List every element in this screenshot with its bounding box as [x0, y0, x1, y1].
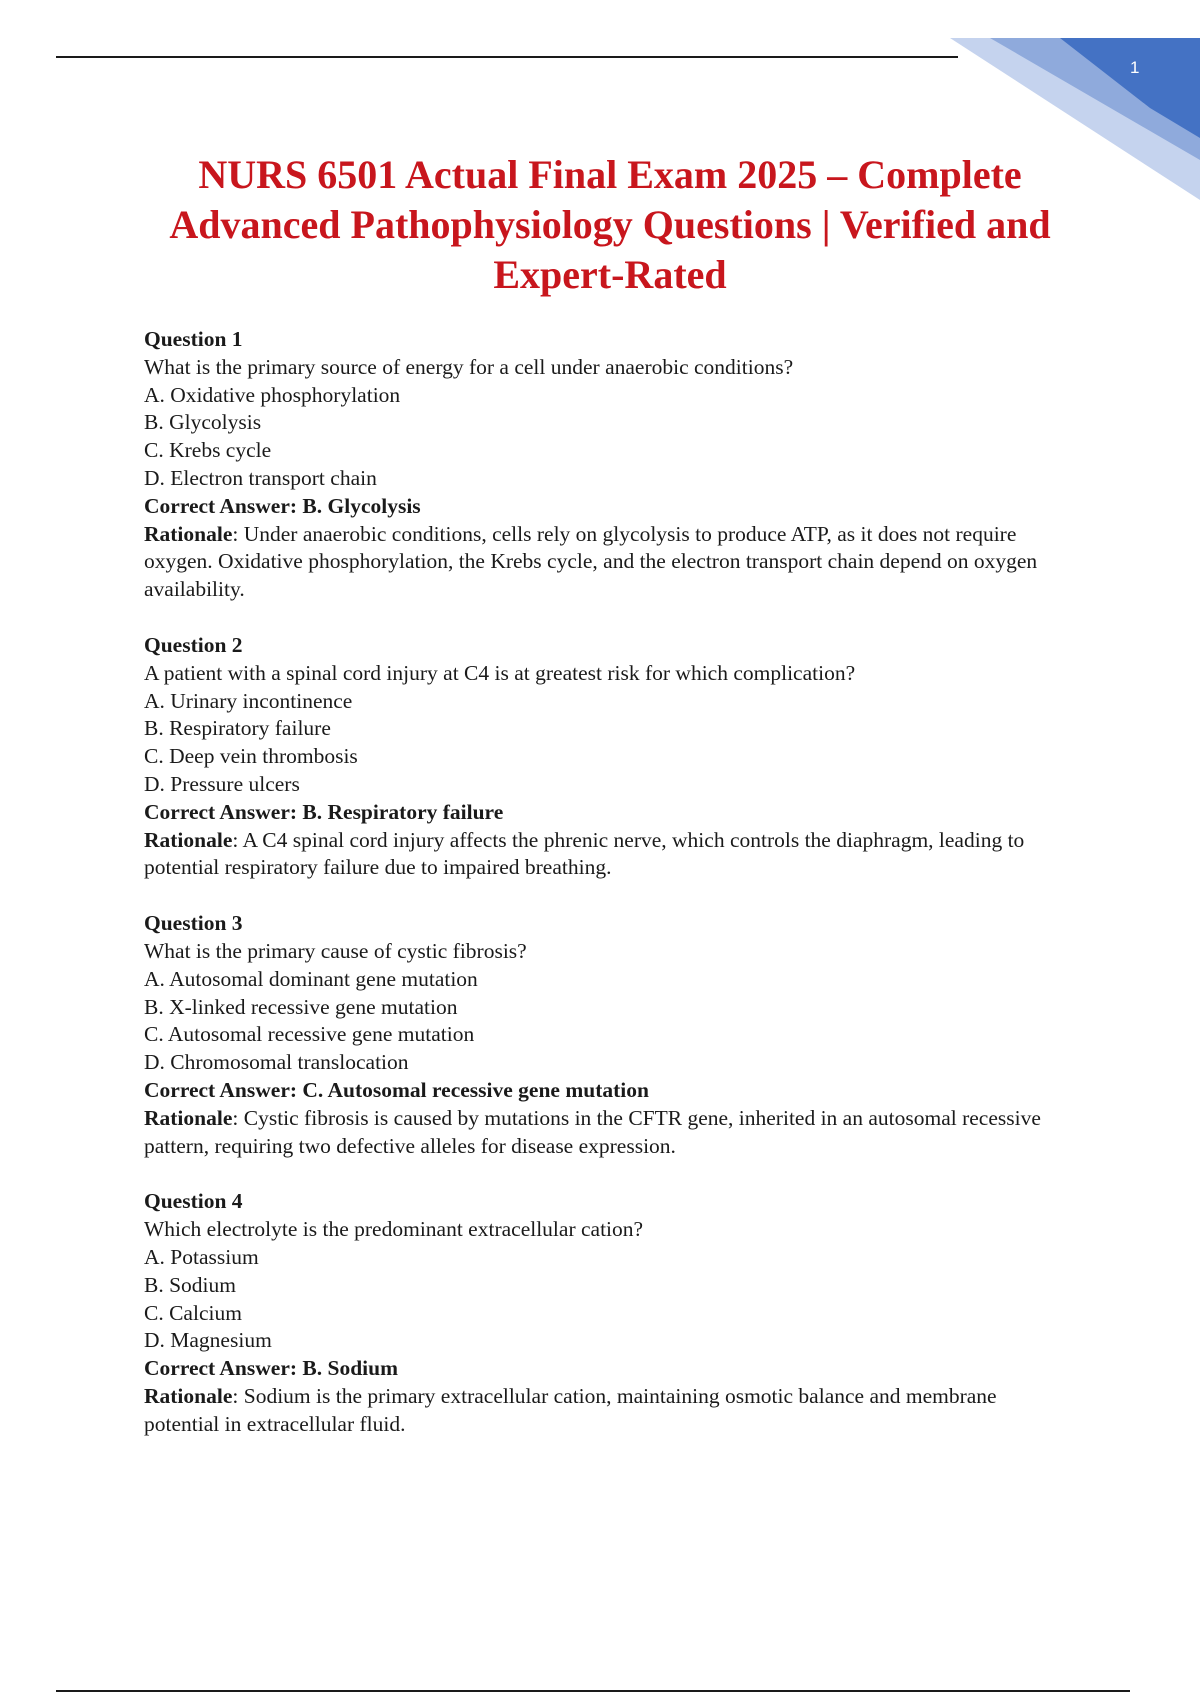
- header-rule: [56, 56, 958, 58]
- rationale-text: : Cystic fibrosis is caused by mutations in the CFTR gene, inherited in an autosomal recessive pattern, requiring two defective alleles for disease expression.: [144, 1105, 1041, 1158]
- option-d: D. Pressure ulcers: [144, 771, 300, 796]
- questions-list: [144, 326, 1074, 1466]
- option-d: D. Chromosomal translocation: [144, 1050, 409, 1075]
- option-c: C. Autosomal recessive gene mutation: [144, 1022, 475, 1047]
- question-text: Which electrolyte is the predominant extracellular cation?: [144, 1217, 644, 1242]
- option-a: A. Urinary incontinence: [144, 688, 353, 713]
- option-b: B. Sodium: [144, 1272, 236, 1297]
- rationale-label: Rationale: [144, 521, 233, 546]
- question-number: Question 4: [144, 1189, 243, 1214]
- question-number: Question 2: [144, 632, 243, 657]
- option-d: D. Electron transport chain: [144, 465, 377, 490]
- option-b: B. X-linked recessive gene mutation: [144, 994, 458, 1019]
- rationale-text: : Sodium is the primary extracellular cation, maintaining osmotic balance and membrane potential in extracellular fluid.: [144, 1383, 997, 1436]
- question-text: A patient with a spinal cord injury at C4 is at greatest risk for which complication?: [144, 660, 856, 685]
- question-block: [144, 1188, 1074, 1438]
- page-number: 1: [1130, 58, 1140, 77]
- document-title: NURS 6501 Actual Final Exam 2025 – Complete Advanced Pathophysiology Questions | Verified and Expert-Rated: [169, 152, 1051, 297]
- option-c: C. Deep vein thrombosis: [144, 744, 358, 769]
- rationale-label: Rationale: [144, 827, 233, 852]
- option-a: A. Autosomal dominant gene mutation: [144, 966, 478, 991]
- correct-answer: Correct Answer: B. Glycolysis: [144, 493, 421, 518]
- question-number: Question 3: [144, 911, 243, 936]
- rationale: [144, 827, 1074, 883]
- question-text: What is the primary source of energy for a cell under anaerobic conditions?: [144, 354, 794, 379]
- option-b: B. Glycolysis: [144, 410, 262, 435]
- rationale: [144, 1383, 1074, 1439]
- rationale-label: Rationale: [144, 1105, 233, 1130]
- rationale: [144, 1105, 1074, 1161]
- option-d: D. Magnesium: [144, 1328, 272, 1353]
- rationale-text: : Under anaerobic conditions, cells rely on glycolysis to produce ATP, as it does not require oxygen. Oxidative phosphorylation, the Krebs cycle, and the electron transport chain depend on oxygen availability.: [144, 521, 1038, 602]
- correct-answer: Correct Answer: B. Respiratory failure: [144, 799, 504, 824]
- option-a: A. Oxidative phosphorylation: [144, 382, 401, 407]
- correct-answer: Correct Answer: B. Sodium: [144, 1356, 399, 1381]
- option-c: C. Calcium: [144, 1300, 242, 1325]
- rationale-label: Rationale: [144, 1383, 233, 1408]
- correct-answer: Correct Answer: C. Autosomal recessive gene mutation: [144, 1077, 649, 1102]
- question-block: [144, 326, 1074, 604]
- rationale: [144, 521, 1074, 604]
- rationale-text: : A C4 spinal cord injury affects the phrenic nerve, which controls the diaphragm, leading to potential respiratory failure due to impaired breathing.: [144, 827, 1025, 880]
- option-c: C. Krebs cycle: [144, 438, 272, 463]
- question-block: [144, 910, 1074, 1160]
- question-text: What is the primary cause of cystic fibrosis?: [144, 938, 527, 963]
- option-b: B. Respiratory failure: [144, 716, 331, 741]
- footer-rule: [56, 1690, 1130, 1692]
- option-a: A. Potassium: [144, 1244, 259, 1269]
- question-block: [144, 632, 1074, 882]
- question-number: Question 1: [144, 327, 243, 351]
